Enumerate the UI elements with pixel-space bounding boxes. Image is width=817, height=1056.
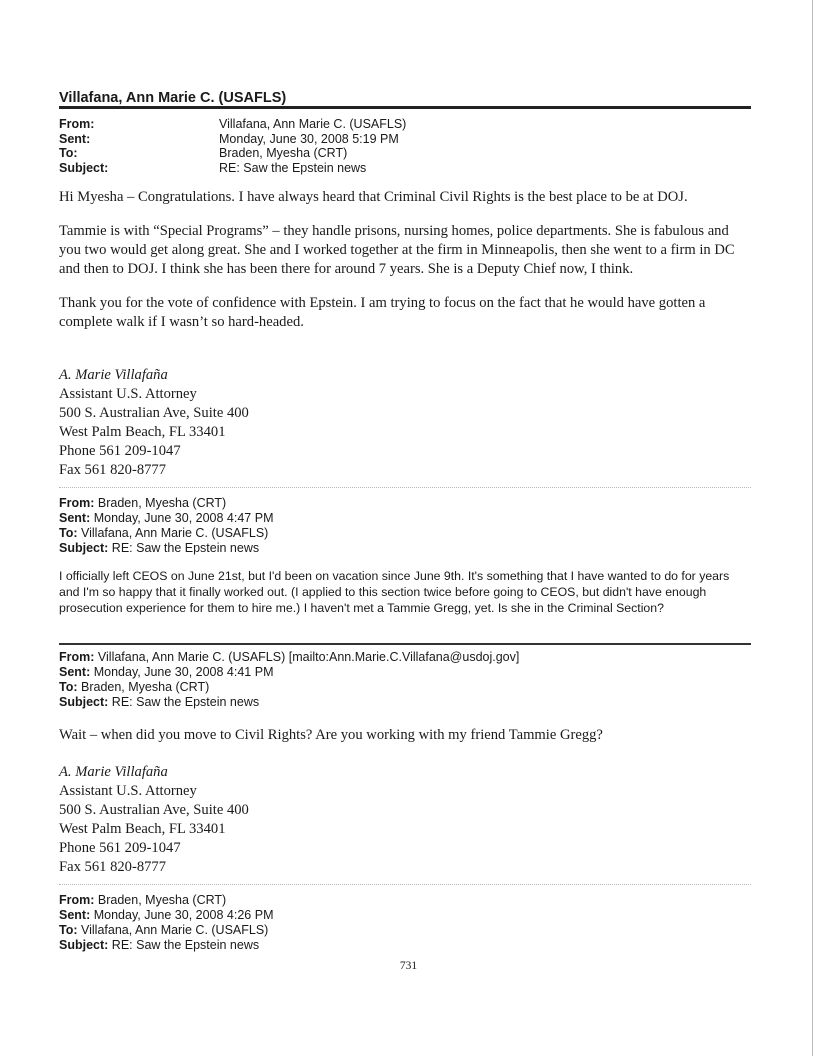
signature-address-1: 500 S. Australian Ave, Suite 400 — [59, 405, 249, 421]
subject-value: RE: Saw the Epstein news — [111, 938, 260, 952]
header-sent-row — [59, 132, 749, 147]
body-paragraph: Tammie is with “Special Programs” – they handle prisons, nursing homes, police departments. She is fabulous and you two would get along great. She and I worked together at the firm in Minneapolis, then she went to a firm in DC and then to DOJ. I think she has been there for around 7 years. She is a Deputy Chief now, I think. — [59, 223, 735, 277]
thread-subject-row — [59, 938, 751, 953]
thread-body-2 — [59, 726, 751, 760]
thread-subject-row — [59, 541, 751, 556]
to-label: To: — [59, 923, 78, 937]
signature-phone: Phone 561 209-1047 — [59, 443, 181, 459]
header-from-row — [59, 117, 749, 132]
sent-value: Monday, June 30, 2008 5:19 PM — [219, 131, 399, 146]
to-label: To: — [59, 526, 78, 540]
subject-label: Subject: — [59, 541, 109, 555]
signature-address-2: West Palm Beach, FL 33401 — [59, 424, 226, 440]
sender-title: Villafana, Ann Marie C. (USAFLS) — [59, 90, 287, 106]
signature-title: Assistant U.S. Attorney — [59, 386, 197, 402]
signature-name: A. Marie Villafaña — [59, 367, 168, 383]
thread-sent-row — [59, 511, 751, 526]
reply-separator — [59, 487, 751, 488]
signature-fax: Fax 561 820-8777 — [59, 859, 167, 875]
sent-value: Monday, June 30, 2008 4:26 PM — [93, 908, 274, 922]
thread-to-row — [59, 680, 751, 695]
thread-sent-row — [59, 665, 751, 680]
email-body — [59, 188, 751, 347]
from-value: Villafana, Ann Marie C. (USAFLS) [mailto:Ann.Marie.C.Villafana@usdoj.gov] — [97, 650, 520, 664]
thread-header-3 — [59, 893, 751, 953]
to-value: Villafana, Ann Marie C. (USAFLS) — [81, 923, 269, 937]
email-header — [59, 117, 749, 175]
thread-from-row — [59, 496, 751, 511]
from-value: Braden, Myesha (CRT) — [97, 496, 227, 510]
signature-phone: Phone 561 209-1047 — [59, 840, 181, 856]
title-rule — [59, 106, 751, 109]
from-label: From: — [59, 650, 95, 664]
thread-from-row — [59, 893, 751, 908]
body-paragraph: Wait – when did you move to Civil Rights? Are you working with my friend Tammie Gregg? — [59, 727, 603, 743]
signature-address-2: West Palm Beach, FL 33401 — [59, 821, 226, 837]
to-label: To: — [59, 680, 78, 694]
to-value: Villafana, Ann Marie C. (USAFLS) — [81, 526, 269, 540]
to-label: To: — [59, 146, 78, 160]
sent-value: Monday, June 30, 2008 4:41 PM — [93, 665, 274, 679]
body-paragraph: Thank you for the vote of confidence with Epstein. I am trying to focus on the fact that he would have gotten a complete walk if I wasn’t so hard-headed. — [59, 295, 706, 330]
subject-label: Subject: — [59, 938, 109, 952]
to-value: Braden, Myesha (CRT) — [219, 146, 348, 160]
thread-sent-row — [59, 908, 751, 923]
sent-label: Sent: — [59, 908, 91, 922]
to-value: Braden, Myesha (CRT) — [81, 680, 210, 694]
signature-block — [59, 763, 249, 877]
subject-label: Subject: — [59, 695, 109, 709]
thread-header-1 — [59, 496, 751, 556]
reply-separator — [59, 643, 751, 645]
subject-label: Subject: — [59, 160, 109, 175]
header-to-row — [59, 146, 749, 161]
subject-value: RE: Saw the Epstein news — [111, 695, 260, 709]
from-value: Braden, Myesha (CRT) — [97, 893, 227, 907]
sent-label: Sent: — [59, 665, 91, 679]
from-label: From: — [59, 496, 95, 510]
signature-title: Assistant U.S. Attorney — [59, 783, 197, 799]
sent-label: Sent: — [59, 131, 91, 146]
from-label: From: — [59, 117, 95, 131]
reply-separator — [59, 884, 751, 885]
thread-header-2 — [59, 650, 751, 710]
signature-fax: Fax 561 820-8777 — [59, 462, 167, 478]
from-value: Villafana, Ann Marie C. (USAFLS) — [219, 117, 407, 131]
body-paragraph: Hi Myesha – Congratulations. I have always heard that Criminal Civil Rights is the best place to be at DOJ. — [59, 189, 688, 205]
page-edge-line — [812, 0, 813, 1056]
thread-subject-row — [59, 695, 751, 710]
sent-value: Monday, June 30, 2008 4:47 PM — [93, 511, 274, 525]
thread-from-row — [59, 650, 751, 665]
subject-value: RE: Saw the Epstein news — [111, 541, 260, 555]
page-number: 731 — [399, 960, 418, 972]
header-subject-row — [59, 161, 749, 176]
thread-to-row — [59, 923, 751, 938]
thread-body-1: I officially left CEOS on June 21st, but I'd been on vacation since June 9th. It's something that I have wanted to do for years and I'm so happy that it finally worked out. (I applied to this section twice before going to CEOS, but didn't have enough prosecution experience for them to hire me.) I haven't met a Tammie Gregg, yet. Is she in the Criminal Section? — [59, 569, 730, 615]
thread-to-row — [59, 526, 751, 541]
signature-name: A. Marie Villafaña — [59, 764, 168, 780]
from-label: From: — [59, 893, 95, 907]
signature-block — [59, 366, 249, 480]
sent-label: Sent: — [59, 511, 91, 525]
signature-address-1: 500 S. Australian Ave, Suite 400 — [59, 802, 249, 818]
subject-value: RE: Saw the Epstein news — [219, 160, 367, 175]
